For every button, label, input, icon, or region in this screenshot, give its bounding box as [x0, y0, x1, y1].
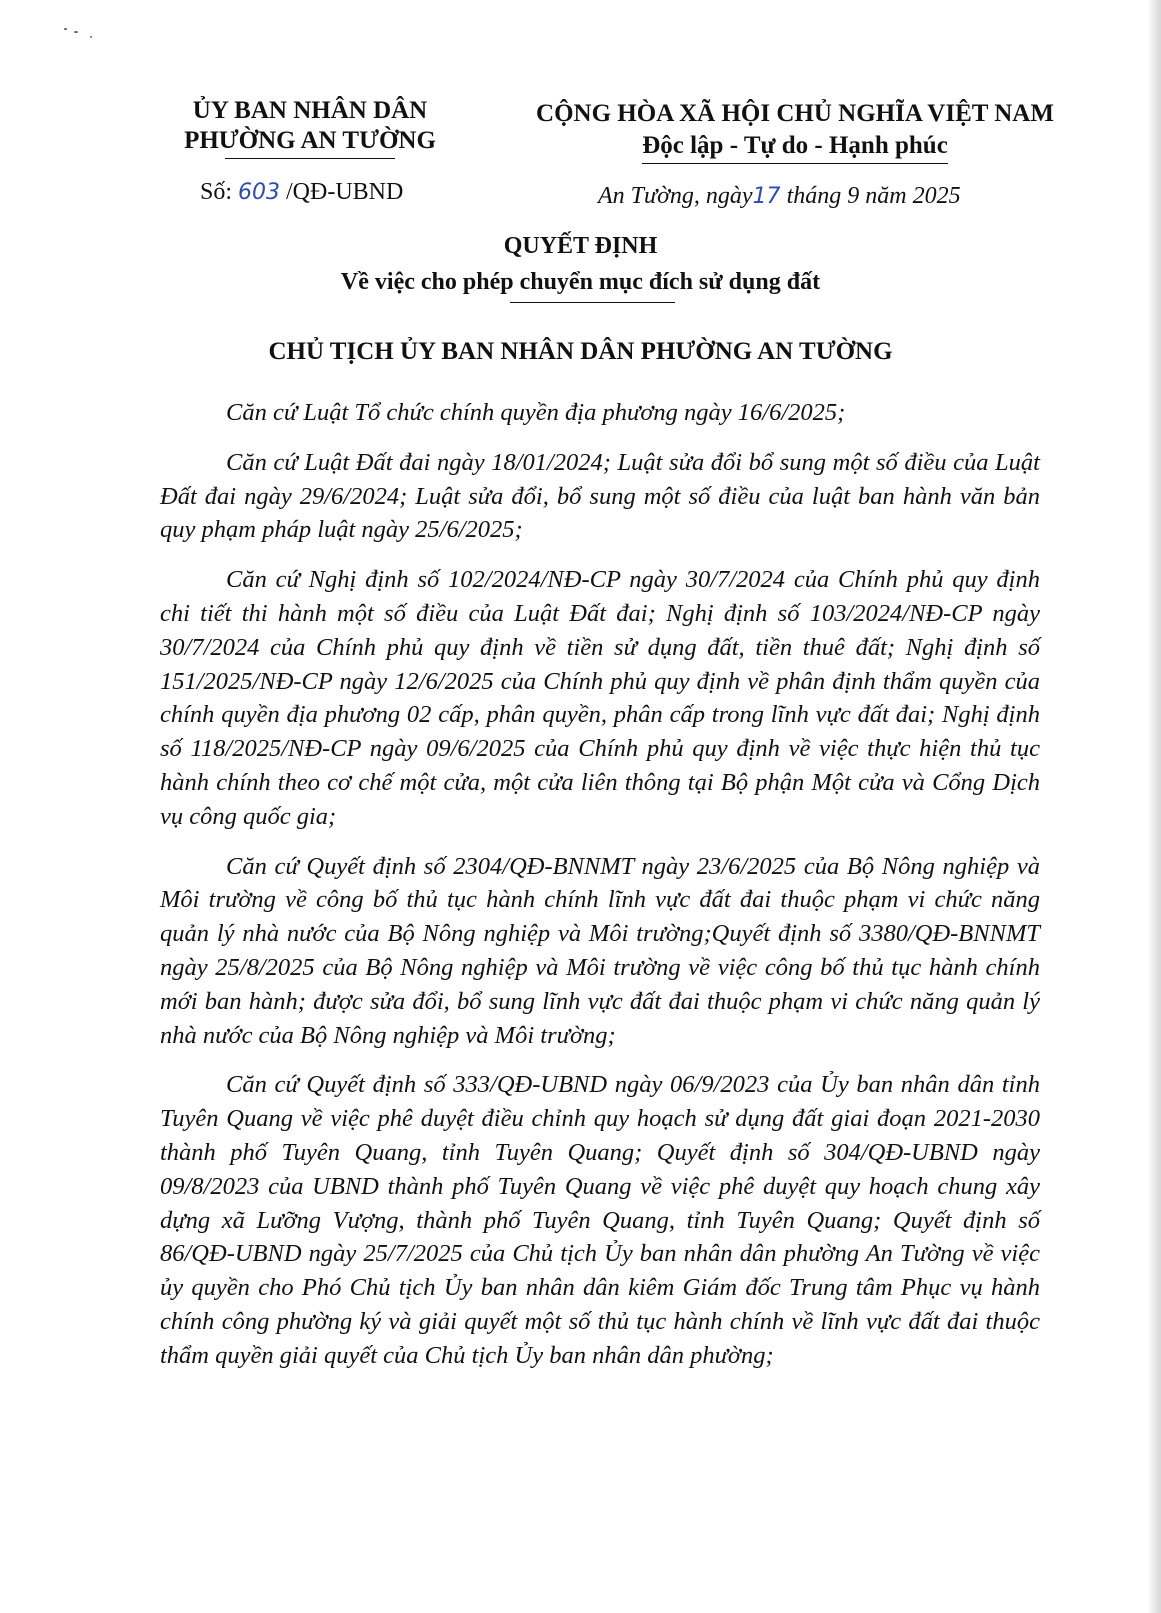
issuing-authority-line2: PHƯỜNG AN TƯỜNG: [184, 127, 436, 154]
document-number-suffix: /QĐ-UBND: [280, 179, 404, 205]
document-number-prefix: Số:: [200, 179, 239, 205]
issue-date-day-handwritten: 17: [752, 184, 781, 209]
scan-specks: [60, 22, 100, 40]
issuing-authority-line1: ỦY BAN NHÂN DÂN: [192, 97, 428, 124]
legal-basis-section: [160, 396, 1040, 1389]
legal-basis-paragraph: Căn cứ Nghị định số 102/2024/NĐ-CP ngày 30/7/2024 của Chính phủ quy định chi tiết thi hành một số điều của Luật Đất đai; Nghị định số 103/2024/NĐ-CP ngày 30/7/2024 của Chính phủ quy định về tiền sử dụng đất, tiền thuê đất; Nghị định số 151/2025/NĐ-CP ngày 12/6/2025 của Chính phủ quy định về phân định thẩm quyền của chính quyền địa phương 02 cấp, phân quyền, phân cấp trong lĩnh vực đất đai; Nghị định số 118/2025/NĐ-CP ngày 09/6/2025 của Chính phủ quy định về việc thực hiện thủ tục hành chính theo cơ chế một cửa, một cửa liên thông tại Bộ phận Một cửa và Cổng Dịch vụ công quốc gia;: [160, 566, 1040, 830]
document-subject: Về việc cho phép chuyển mục đích sử dụng đất: [340, 269, 821, 295]
issue-date-suffix: tháng 9 năm 2025: [780, 183, 961, 209]
national-motto: Độc lập - Tự do - Hạnh phúc: [642, 130, 948, 164]
legal-basis-paragraph: Căn cứ Luật Tổ chức chính quyền địa phương ngày 16/6/2025;: [226, 399, 846, 426]
issue-date-prefix: An Tường, ngày: [598, 183, 753, 209]
signing-authority-heading: CHỦ TỊCH ỦY BAN NHÂN DÂN PHƯỜNG AN TƯỜNG: [268, 338, 893, 365]
legal-basis-paragraph: Căn cứ Quyết định số 333/QĐ-UBND ngày 06/9/2023 của Ủy ban nhân dân tỉnh Tuyên Quang về việc phê duyệt điều chỉnh quy hoạch sử dụng đất giai đoạn 2021-2030 thành phố Tuyên Quang, tỉnh Tuyên Quang; Quyết định số 304/QĐ-UBND ngày 09/8/2023 của UBND thành phố Tuyên Quang về việc phê duyệt quy hoạch chung xây dựng xã Lưỡng Vượng, thành phố Tuyên Quang, tỉnh Tuyên Quang; Quyết định số 86/QĐ-UBND ngày 25/7/2025 của Chủ tịch Ủy ban nhân dân phường An Tường về việc ủy quyền cho Phó Chủ tịch Ủy ban nhân dân kiêm Giám đốc Trung tâm Phục vụ hành chính công phường ký và giải quyết một số thủ tục hành chính về lĩnh vực đất đai thuộc thẩm quyền giải quyết của Chủ tịch Ủy ban nhân dân phường;: [160, 1071, 1040, 1369]
document-number: [200, 177, 403, 208]
issue-date: [598, 181, 961, 212]
issuing-authority-underline: [225, 158, 395, 159]
issuing-authority: [170, 96, 450, 159]
document-number-handwritten: 603: [238, 180, 281, 205]
country-name: CỘNG HÒA XÃ HỘI CHỦ NGHĨA VIỆT NAM: [536, 100, 1054, 127]
subject-underline: [510, 302, 675, 303]
national-title: [515, 98, 1075, 164]
page-edge-shadow: [1147, 0, 1161, 1613]
legal-basis-paragraph: Căn cứ Luật Đất đai ngày 18/01/2024; Luật sửa đổi bổ sung một số điều của Luật Đất đai ngày 29/6/2024; Luật sửa đổi, bổ sung một số điều của luật ban hành văn bản quy phạm pháp luật ngày 25/6/2025;: [160, 448, 1040, 544]
legal-basis-paragraph: Căn cứ Quyết định số 2304/QĐ-BNNMT ngày 23/6/2025 của Bộ Nông nghiệp và Môi trường về công bố thủ tục hành chính lĩnh vực đất đai thuộc phạm vi chức năng quản lý nhà nước của Bộ Nông nghiệp và Môi trường;Quyết định số 3380/QĐ-BNNMT ngày 25/8/2025 của Bộ Nông nghiệp và Môi trường về việc công bố thủ tục hành chính mới ban hành; được sửa đổi, bổ sung lĩnh vực đất đai thuộc phạm vi chức năng quản lý nhà nước của Bộ Nông nghiệp và Môi trường;: [160, 852, 1040, 1049]
document-type-title: QUYẾT ĐỊNH: [503, 233, 658, 259]
